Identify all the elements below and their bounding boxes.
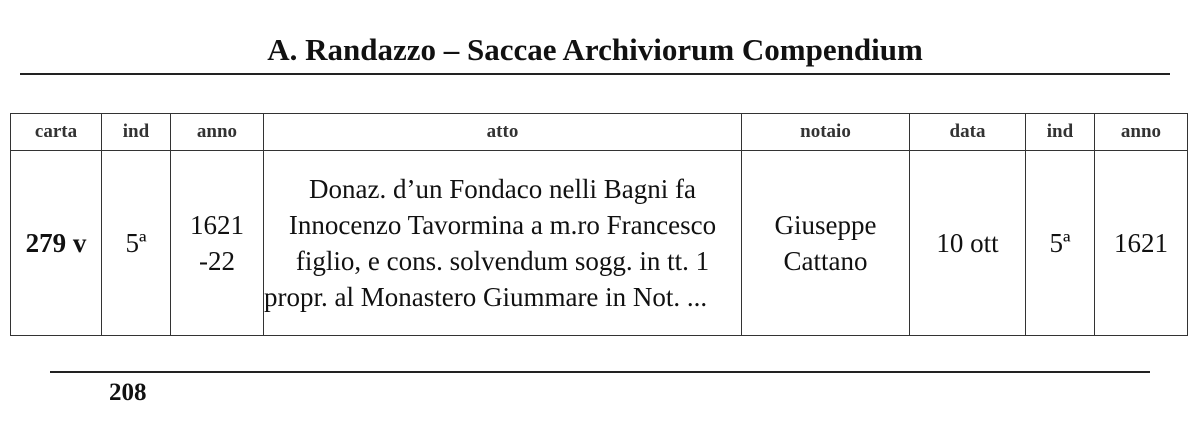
table-row [11, 151, 1188, 336]
cell-notaio: Giuseppe Cattano [742, 151, 910, 336]
header-rule [20, 73, 1170, 75]
cell-carta: 279 v [11, 151, 102, 336]
cell-atto: Donaz. d’un Fondaco nelli Bagni fa Innocenzo Tavormina a m.ro Francesco figlio, e cons. solvendum sogg. in tt. 1 propr. al Monastero Giummare in Not. ... [264, 151, 742, 336]
cell-anno: 1621 -22 [171, 151, 264, 336]
footer-rule [50, 371, 1150, 373]
column-header-data: data [910, 114, 1026, 151]
cell-ind: 5ª [102, 151, 171, 336]
column-header-ind: ind [102, 114, 171, 151]
column-header-anno: anno [171, 114, 264, 151]
column-header-atto: atto [264, 114, 742, 151]
cell-data: 10 ott [910, 151, 1026, 336]
cell-anno-2: 1621 [1095, 151, 1188, 336]
cell-ind-2: 5ª [1026, 151, 1095, 336]
table-header-row [11, 114, 1188, 151]
page-title: A. Randazzo – Saccae Archiviorum Compendium [267, 32, 923, 67]
column-header-carta: carta [11, 114, 102, 151]
column-header-ind-2: ind [1026, 114, 1095, 151]
column-header-notaio: notaio [742, 114, 910, 151]
column-header-anno-2: anno [1095, 114, 1188, 151]
page-number: 208 [109, 379, 147, 406]
register-table [10, 113, 1188, 336]
